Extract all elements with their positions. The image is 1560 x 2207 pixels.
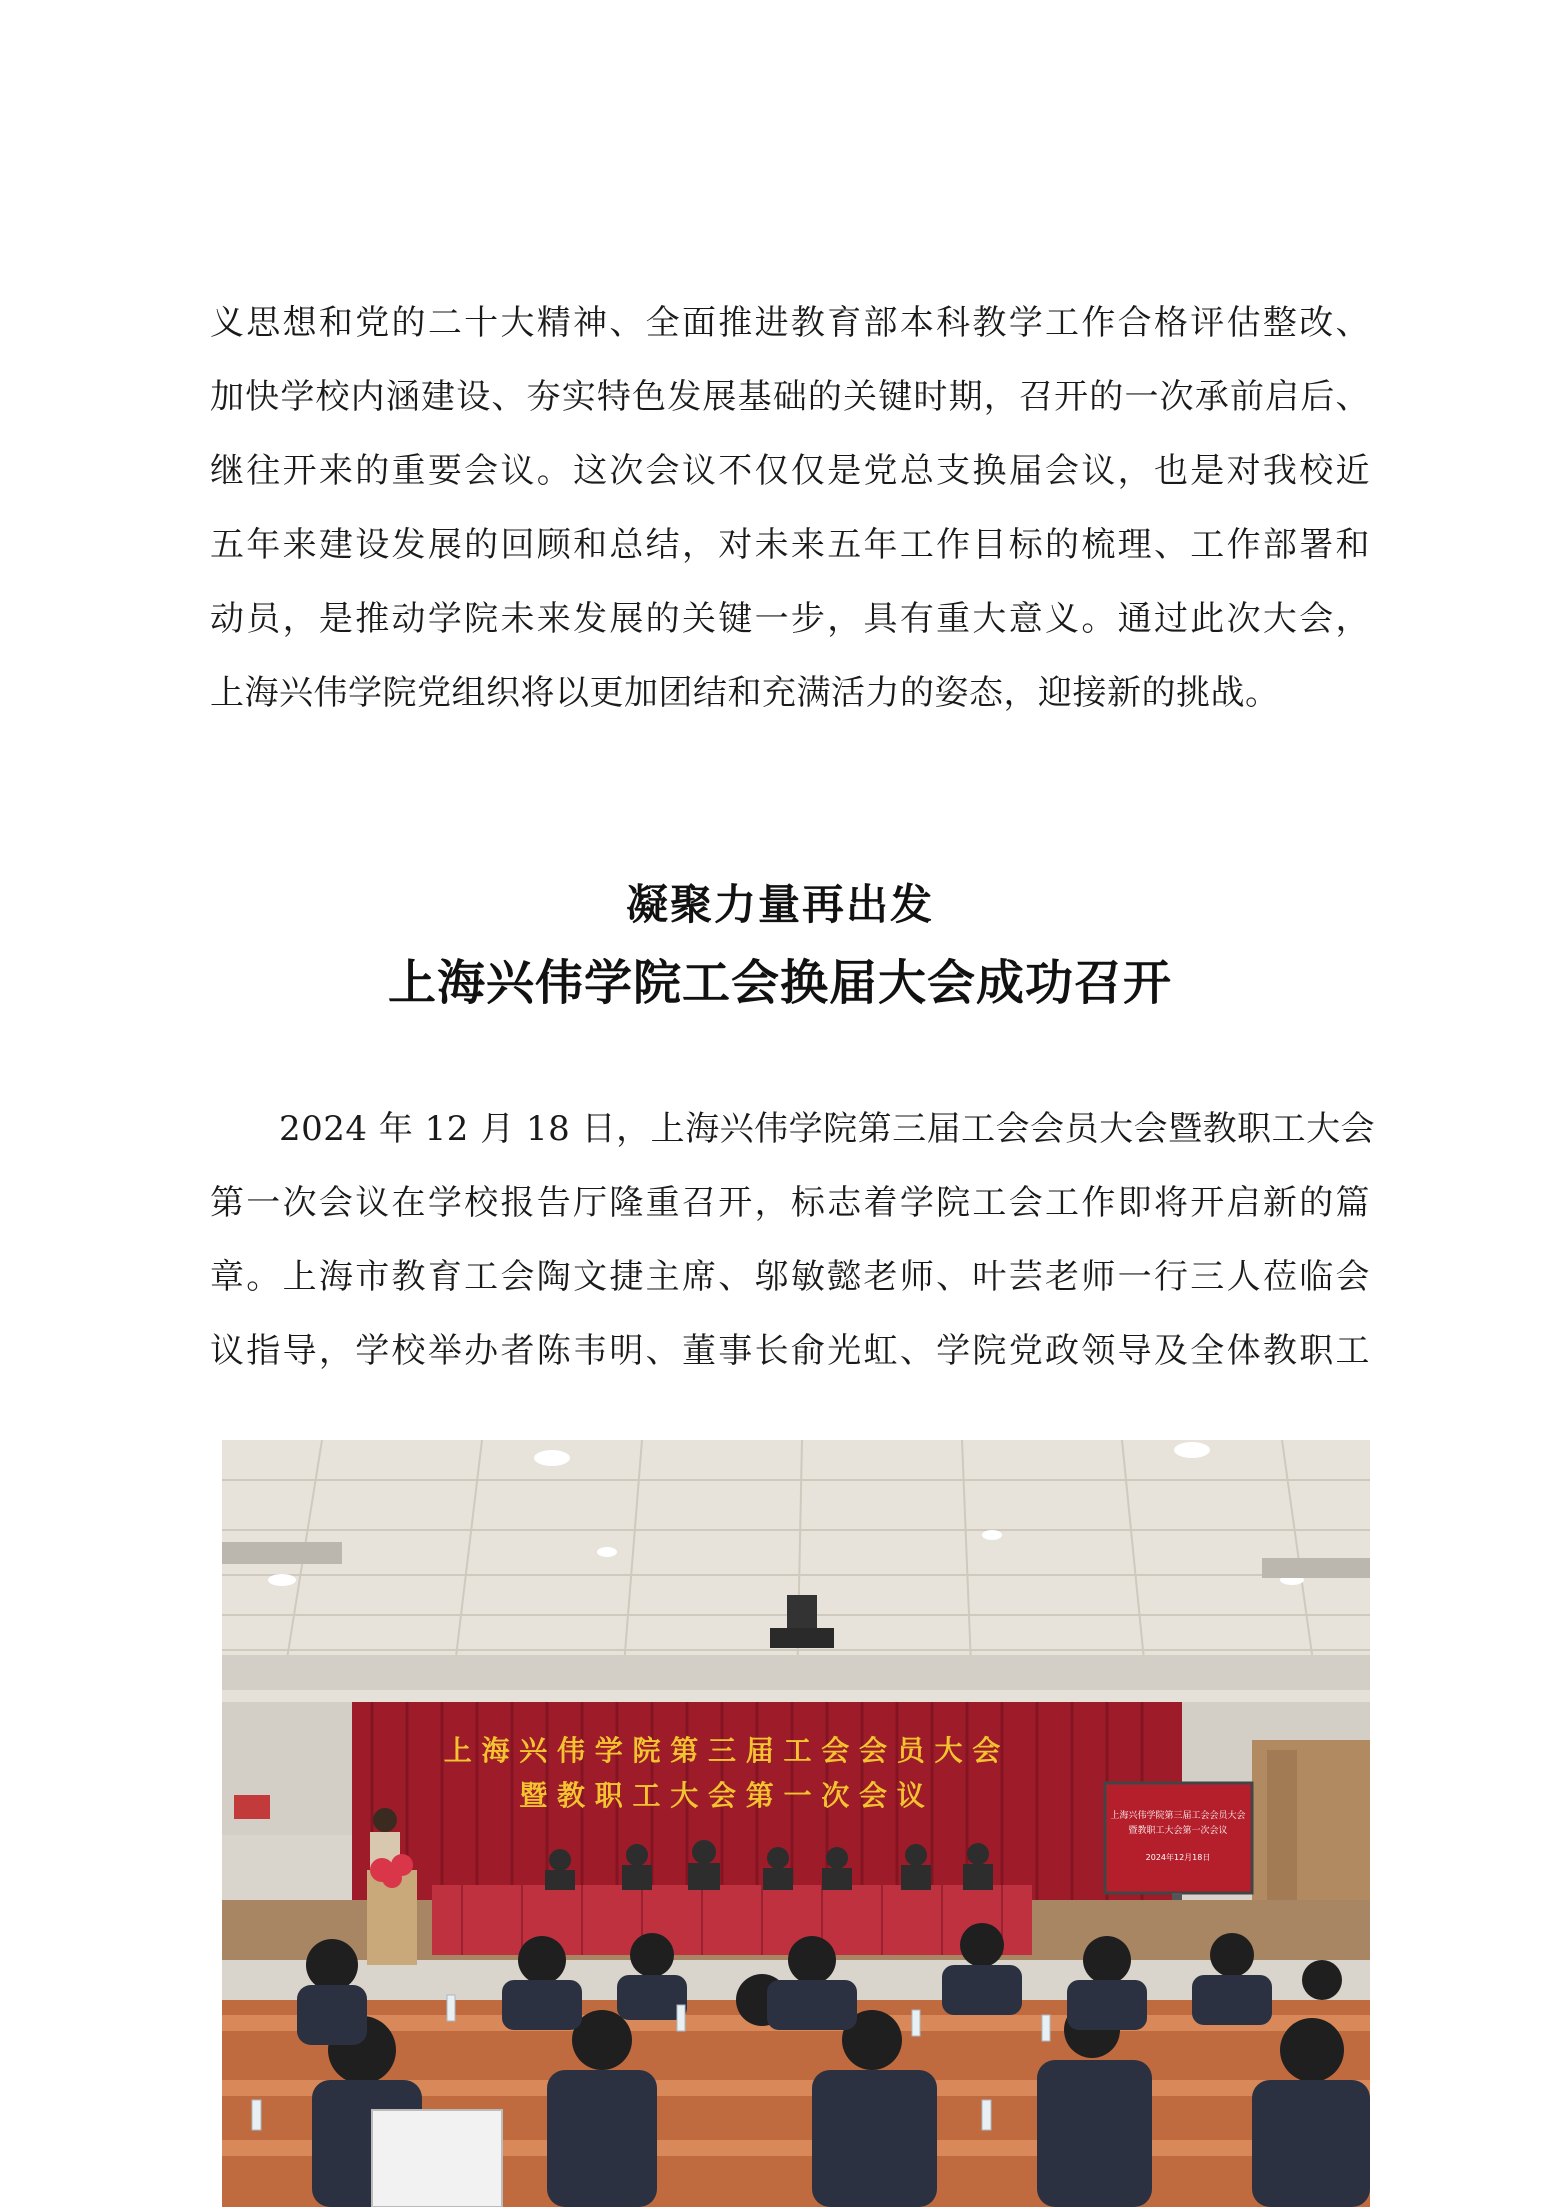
article-title-line2: 上海兴伟学院工会换届大会成功召开: [387, 955, 1172, 1011]
paragraph-line: 章。上海市教育工会陶文捷主席、邬敏懿老师、叶芸老师一行三人莅临会: [210, 1257, 1370, 1297]
banner-text-line2: 暨 教 职 工 大 会 第 一 次 会 议: [519, 1779, 925, 1812]
paragraph-line: 上海兴伟学院党组织将以更加团结和充满活力的姿态，迎接新的挑战。: [210, 673, 1280, 713]
screen-text-line2: 暨教职工大会第一次会议: [1128, 1826, 1228, 1836]
paragraph-line: 五年来建设发展的回顾和总结，对未来五年工作目标的梳理、工作部署和: [210, 525, 1370, 565]
paragraph-line: 第一次会议在学校报告厅隆重召开，标志着学院工会工作即将开启新的篇: [210, 1183, 1370, 1223]
article-title-line1: 凝聚力量再出发: [625, 880, 934, 929]
paragraph-line: 义思想和党的二十大精神、全面推进教育部本科教学工作合格评估整改、: [210, 303, 1370, 343]
paragraph-2: [210, 1092, 1376, 1388]
paragraph-line: 2024 年 12 月 18 日，上海兴伟学院第三届工会会员大会暨教职工大会: [210, 1109, 1376, 1149]
paragraph-1: [210, 286, 1370, 730]
screen-text-line1: 上海兴伟学院第三届工会会员大会: [1110, 1811, 1246, 1821]
paragraph-line: 动员，是推动学院未来发展的关键一步，具有重大意义。通过此次大会，: [210, 599, 1370, 639]
screen-date: 2024年12月18日: [1145, 1853, 1211, 1862]
paragraph-line: 继往开来的重要会议。这次会议不仅仅是党总支换届会议，也是对我校近: [210, 451, 1370, 491]
meeting-photo: [222, 1440, 1370, 2207]
paragraph-line: 加快学校内涵建设、夯实特色发展基础的关键时期，召开的一次承前启后、: [210, 377, 1370, 417]
paragraph-line: 议指导，学校举办者陈韦明、董事长俞光虹、学院党政领导及全体教职工: [210, 1331, 1370, 1371]
banner-text-line1: 上 海 兴 伟 学 院 第 三 届 工 会 会 员 大 会: [443, 1734, 1001, 1767]
